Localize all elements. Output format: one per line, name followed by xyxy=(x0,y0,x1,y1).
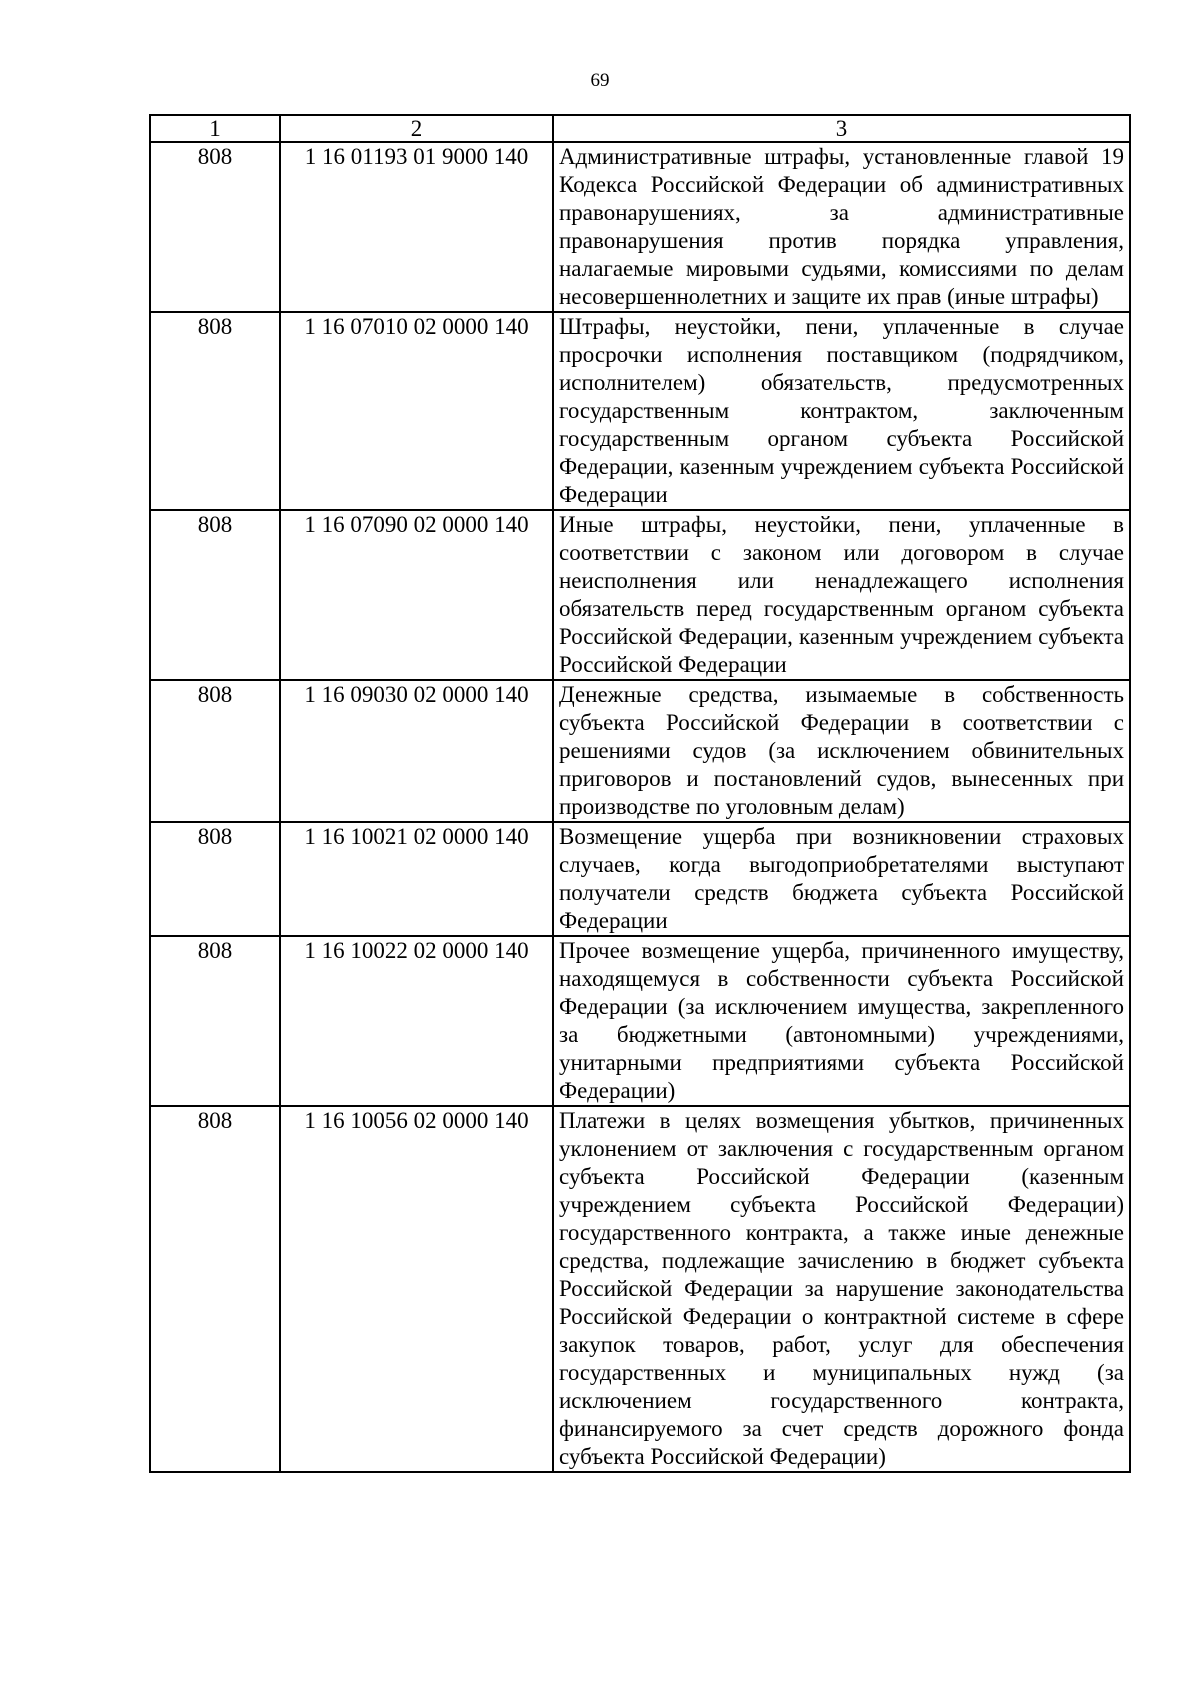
budget-code-cell: 1 16 10022 02 0000 140 xyxy=(280,936,553,1106)
budget-code-cell: 1 16 07010 02 0000 140 xyxy=(280,312,553,510)
admin-code-cell: 808 xyxy=(150,822,280,936)
table-row xyxy=(150,142,1130,312)
description-cell: Прочее возмещение ущерба, причиненного имуществу, находящемуся в собственности субъекта Российской Федерации (за исключением имущества, закрепленного за бюджетными (автономными) учреждениями, унитарными предприятиями субъекта Российской Федерации) xyxy=(553,936,1130,1106)
budget-code-cell: 1 16 01193 01 9000 140 xyxy=(280,142,553,312)
table-row xyxy=(150,510,1130,680)
budget-code-cell: 1 16 09030 02 0000 140 xyxy=(280,680,553,822)
table-row xyxy=(150,312,1130,510)
admin-code-cell: 808 xyxy=(150,312,280,510)
description-cell: Административные штрафы, установленные главой 19 Кодекса Российской Федерации об административных правонарушениях, за административные правонарушения против порядка управления, налагаемые мировыми судьями, комиссиями по делам несовершеннолетних и защите их прав (иные штрафы) xyxy=(553,142,1130,312)
admin-code-cell: 808 xyxy=(150,680,280,822)
table-row xyxy=(150,680,1130,822)
description-cell: Денежные средства, изымаемые в собственность субъекта Российской Федерации в соответствии с решениями судов (за исключением обвинительных приговоров и постановлений судов, вынесенных при производстве по уголовным делам) xyxy=(553,680,1130,822)
table-row xyxy=(150,936,1130,1106)
admin-code-cell: 808 xyxy=(150,142,280,312)
description-cell: Штрафы, неустойки, пени, уплаченные в случае просрочки исполнения поставщиком (подрядчиком, исполнителем) обязательств, предусмотренных государственным контрактом, заключенным государственным органом субъекта Российской Федерации, казенным учреждением субъекта Российской Федерации xyxy=(553,312,1130,510)
description-cell: Иные штрафы, неустойки, пени, уплаченные в соответствии с законом или договором в случае неисполнения или ненадлежащего исполнения обязательств перед государственным органом субъекта Российской Федерации, казенным учреждением субъекта Российской Федерации xyxy=(553,510,1130,680)
description-cell: Возмещение ущерба при возникновении страховых случаев, когда выгодоприобретателями выступают получатели средств бюджета субъекта Российской Федерации xyxy=(553,822,1130,936)
admin-code-cell: 808 xyxy=(150,1106,280,1472)
budget-code-cell: 1 16 10056 02 0000 140 xyxy=(280,1106,553,1472)
description-cell: Платежи в целях возмещения убытков, причиненных уклонением от заключения с государственным органом субъекта Российской Федерации (казенным учреждением субъекта Российской Федерации) государственного контракта, а также иные денежные средства, подлежащие зачислению в бюджет субъекта Российской Федерации за нарушение законодательства Российской Федерации о контрактной системе в сфере закупок товаров, работ, услуг для обеспечения государственных и муниципальных нужд (за исключением государственного контракта, финансируемого за счет средств дорожного фонда субъекта Российской Федерации) xyxy=(553,1106,1130,1472)
page-number: 69 xyxy=(590,70,610,91)
table-row xyxy=(150,1106,1130,1472)
budget-code-cell: 1 16 07090 02 0000 140 xyxy=(280,510,553,680)
column-header-3: 3 xyxy=(553,115,1130,142)
column-header-1: 1 xyxy=(150,115,280,142)
table-header-row xyxy=(150,115,1130,142)
budget-classification-table xyxy=(149,114,1131,1473)
admin-code-cell: 808 xyxy=(150,510,280,680)
column-header-2: 2 xyxy=(280,115,553,142)
table-row xyxy=(150,822,1130,936)
admin-code-cell: 808 xyxy=(150,936,280,1106)
budget-code-cell: 1 16 10021 02 0000 140 xyxy=(280,822,553,936)
